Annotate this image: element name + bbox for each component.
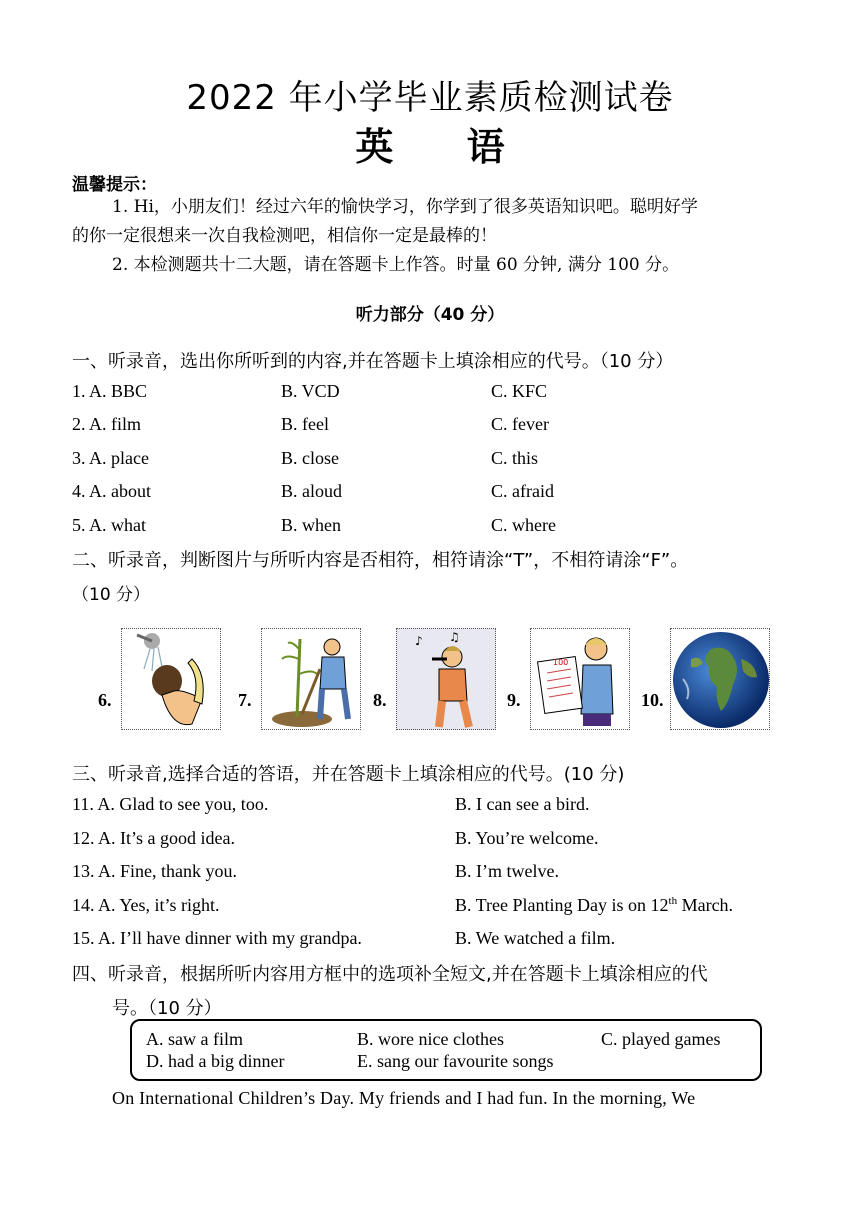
section1-option: B. close [281,448,339,468]
section4-heading-2: 号。（10 分） [112,998,222,1019]
svg-text:♫: ♫ [449,630,460,644]
subject-title: 英 语 [355,125,535,169]
shower-boy-icon [121,628,221,730]
passage-text: On International Children’s Day. My friends and I had fun. In the morning, We [112,1088,696,1108]
option-b-text-end: March. [677,895,734,915]
option-b-text: B. You’re welcome. [455,828,599,848]
option-b-text: B. We watched a film. [455,928,616,948]
section1-option: B. when [281,515,341,535]
section1-option: C. this [491,448,539,468]
section1-option: 1. A. BBC [72,381,148,401]
earth-icon [670,628,770,730]
option-a: A. saw a film [146,1029,243,1049]
section3-option-b [455,828,598,849]
option-b-text: B. Tree Planting Day is on 12 [455,895,669,915]
picture-number: 10. [641,690,664,710]
section3-option-a: 11. A. Glad to see you, too. [72,794,269,814]
section3-option-b [455,861,559,882]
tip-line-2: 2. 本检测题共十二大题，请在答题卡上作答。时量 60 分钟, 满分 100 分。 [112,255,680,275]
option-b-text: B. I can see a bird. [455,794,590,814]
option-b: B. wore nice clothes [357,1029,504,1049]
tip-line-1b: 的你一定很想来一次自我检测吧，相信你一定是最棒的！ [72,226,497,246]
section3-option-a: 12. A. It’s a good idea. [72,828,235,848]
section3-option-b [455,895,733,916]
tree-planting-icon [261,628,361,730]
picture-number: 7. [238,690,252,710]
section3-option-a: 13. A. Fine, thank you. [72,861,237,881]
listening-title: 听力部分（40 分） [355,305,505,325]
picture-number: 9. [507,690,521,710]
section3-option-a: 14. A. Yes, it’s right. [72,895,220,915]
singing-boy-icon [396,628,496,730]
section3-heading: 三、听录音,选择合适的答语，并在答题卡上填涂相应的代号。(10 分) [72,764,625,785]
svg-text:100: 100 [553,658,569,667]
section1-option: C. fever [491,414,549,434]
test-paper-boy-icon [530,628,630,730]
section1-option: C. KFC [491,381,548,401]
section4-heading-1: 四、听录音，根据所听内容用方框中的选项补全短文,并在答题卡上填涂相应的代 [72,964,708,985]
option-c: C. played games [601,1029,721,1049]
section1-option: B. aloud [281,481,342,501]
section3-option-b [455,794,589,815]
section1-option: B. feel [281,414,329,434]
section1-option: C. where [491,515,556,535]
section1-option: 4. A. about [72,481,151,501]
option-d: D. had a big dinner [146,1051,285,1071]
picture-number: 6. [98,690,112,710]
section3-option-a: 15. A. I’ll have dinner with my grandpa. [72,928,362,948]
ordinal-suffix: th [668,895,678,907]
section1-heading: 一、听录音，选出你所听到的内容,并在答题卡上填涂相应的代号。（10 分） [72,351,674,372]
svg-text:♪: ♪ [415,634,423,648]
section1-option: 2. A. film [72,414,142,434]
section1-option: C. afraid [491,481,554,501]
option-b-text: B. I’m twelve. [455,861,559,881]
tip-line-1a: 1. Hi，小朋友们！经过六年的愉快学习，你学到了很多英语知识吧。聪明好学 [112,197,698,217]
picture-number: 8. [373,690,387,710]
exam-title: 2022 年小学毕业素质检测试卷 [186,78,674,118]
option-e: E. sang our favourite songs [357,1051,554,1071]
section1-option: 5. A. what [72,515,146,535]
section2-heading: 二、听录音，判断图片与所听内容是否相符，相符请涂“T”，不相符请涂“F”。 [72,550,689,571]
tips-heading: 温馨提示： [72,175,157,195]
section1-option: B. VCD [281,381,340,401]
section1-option: 3. A. place [72,448,149,468]
section3-option-b [455,928,615,949]
section2-heading-2: （10 分） [72,585,151,605]
